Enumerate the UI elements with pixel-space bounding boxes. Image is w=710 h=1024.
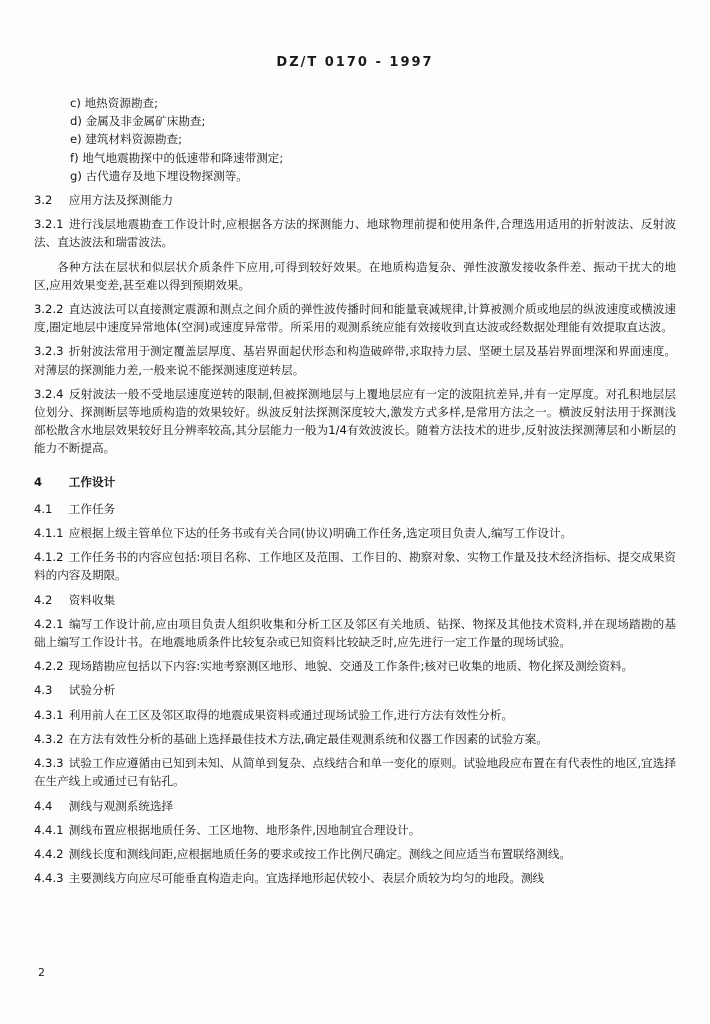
section-paragraph [34,615,676,651]
section-number: 4.4.1 [34,822,64,837]
section-paragraph [34,342,676,378]
section-number: 4.2.1 [34,616,64,631]
paragraph-text: 测线与观测系统选择 [68,798,174,813]
list-item [34,112,676,130]
section-number: 3.2.1 [34,217,64,232]
section-paragraph [34,215,676,251]
paragraph-text: g) 古代遗存及地下埋设物探测等。 [70,168,248,183]
page-number: 2 [38,966,45,979]
paragraph-text: c) 地热资源勘查; [70,96,159,110]
section-paragraph [34,524,676,542]
paragraph-text: f) 地气地震勘探中的低速带和降速带测定; [70,150,284,165]
paragraph-text: 测线布置应根据地质任务、工区地物、地形条件,因地制宜合理设计。 [68,822,421,837]
section-paragraph [34,706,676,724]
section-number: 3.2.4 [34,386,64,401]
section-paragraph [34,681,676,699]
section-number: 4.3.3 [34,756,64,771]
paragraph-text: 主要测线方向应尽可能垂直构造走向。宜选择地形起伏较小、表层介质较为均匀的地段。测线 [68,871,545,886]
section-number: 3.2.3 [34,344,64,359]
list-item [34,149,676,167]
section-number: 3.2.2 [34,302,64,317]
section-number: 4.3.1 [34,707,64,722]
paragraph-text: 编写工作设计前,应由项目负责人组织收集和分析工区及邻区有关地质、钻探、物探及其他技术资料,并在现场踏勘的基础上编写工作设计书。在地震地质条件比较复杂或已知资料比较缺乏时,应先进行一定工作量的现场试验。 [34,616,676,650]
section-number: 4.2.2 [34,659,64,674]
document-body [34,94,676,887]
paragraph-text: 进行浅层地震勘查工作设计时,应根据各方法的探测能力、地球物理前提和使用条件,合理选用适用的折射波法、反射波法、直达波法和瑞雷波法。 [34,217,676,250]
paragraph-text: 各种方法在层状和似层状介质条件下应用,可得到较好效果。在地质构造复杂、弹性波激发接收条件差、振动干扰大的地区,应用效果变差,甚至难以得到预期效果。 [34,259,676,292]
section-number: 4.1.2 [34,550,64,565]
section-paragraph [34,591,676,609]
paragraph-text: 工作设计 [68,474,116,489]
section-paragraph [34,385,676,458]
standard-code-header: DZ/T 0170 - 1997 [276,55,434,70]
paragraph-text: d) 金属及非金属矿床勘查; [70,114,206,129]
paragraph-text: 试验分析 [68,683,116,698]
paragraph-text: 直达波法可以直接测定震源和测点之间介质的弹性波传播时间和能量衰减规律,计算被测介质或地层的纵波速度或横波速度,圈定地层中速度异常地体(空洞)或速度异常带。所采用的观测系统应能有效接收到直达波或经数据处理能有效提取直达波。 [34,302,676,335]
section-paragraph [34,657,676,675]
paragraph-text: 折射波法常用于测定覆盖层厚度、基岩界面起伏形态和构造破碎带,求取持力层、坚硬土层及基岩界面埋深和界面速度。对薄层的探测能力差,一般来说不能探测速度逆转层。 [34,344,676,377]
section-number: 4.1 [34,501,53,516]
paragraph-text: 应根据上级主管单位下达的任务书或有关合同(协议)明确工作任务,选定项目负责人,编写工作设计。 [68,526,573,541]
paragraph-text: 测线长度和测线间距,应根据地质任务的要求或按工作比例尺确定。测线之间应适当布置联络测线。 [68,846,572,861]
section-paragraph [34,797,676,815]
section-number: 4.3 [34,683,53,698]
paragraph-text: 在方法有效性分析的基础上选择最佳技术方法,确定最佳观测系统和仪器工作因素的试验方案。 [68,731,548,746]
section-paragraph [34,821,676,839]
list-item [34,167,676,185]
section-paragraph [34,473,676,491]
paragraph-text: 应用方法及探测能力 [68,193,174,208]
paragraph-text: 试验工作应遵循由已知到未知、从简单到复杂、点线结合和单一变化的原则。试验地段应布置在有代表性的地区,宜选择在生产线上或通过已有钻孔。 [34,756,676,789]
section-paragraph [34,191,676,209]
section-paragraph [34,754,676,790]
paragraph-text: 工作任务 [68,501,116,516]
list-item [34,94,676,112]
paragraph-text: 工作任务书的内容应包括:项目名称、工作地区及范围、工作目的、勘察对象、实物工作量及技术经济指标、提交成果资料的内容及期限。 [34,550,676,583]
section-number: 4.4.3 [34,871,64,886]
section-paragraph [34,869,676,887]
list-item [34,130,676,148]
section-number: 4.4.2 [34,846,64,861]
section-number: 4.3.2 [34,731,64,746]
section-paragraph [34,845,676,863]
paragraph-text: 利用前人在工区及邻区取得的地震成果资料或通过现场试验工作,进行方法有效性分析。 [68,707,514,722]
section-number: 4 [34,474,43,489]
section-paragraph [34,730,676,748]
section-number: 4.4 [34,798,53,813]
paragraph-text: e) 建筑材料资源勘查; [70,132,182,147]
section-paragraph [34,548,676,584]
paragraph-text: 反射波法一般不受地层速度逆转的限制,但被探测地层与上覆地层应有一定的波阻抗差异,并有一定厚度。对孔积地层层位划分、探测断层等地质构造的效果较好。纵波反射法探测深度较大,激发方式多样,是常用方法之一。横波反射法用于探测浅部松散含水地层效果较好且分辨率较高,其分层能力一般为1/4有效波波长。随着方法技术的进步,反射波法探测薄层和小断层的能力不断提高。 [34,386,676,456]
section-paragraph [34,500,676,518]
paragraph-text: 资料收集 [68,592,116,607]
section-number: 3.2 [34,193,53,208]
section-number: 4.2 [34,592,53,607]
paragraph-text: 现场踏勘应包括以下内容:实地考察测区地形、地貌、交通及工作条件;核对已收集的地质、物化探及测绘资料。 [68,659,634,674]
body-paragraph [34,258,676,294]
section-paragraph [34,300,676,336]
section-number: 4.1.1 [34,526,64,541]
